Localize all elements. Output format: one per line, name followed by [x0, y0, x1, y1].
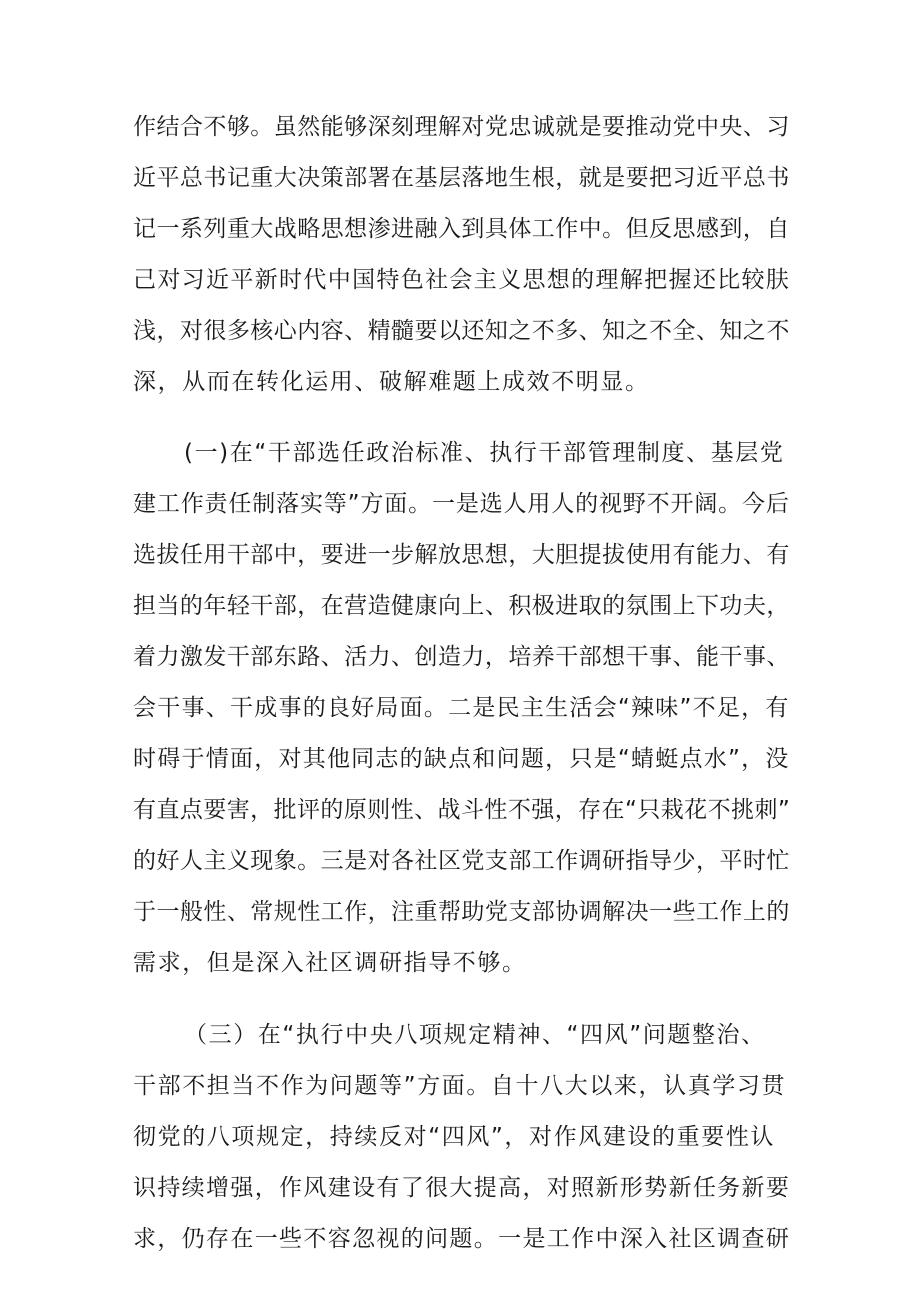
- text-line: (一)在“干部选任政治标准、执行干部管理制度、基层党: [184, 440, 785, 466]
- text-line: 建工作责任制落实等”方面。一是选人用人的视野不开阔。今后: [133, 491, 790, 517]
- text-line: 彻党的八项规定，持续反对“四风”，对作风建设的重要性认: [133, 1124, 776, 1150]
- text-line: 浅，对很多核心内容、精髓要以还知之不多、知之不全、知之不: [133, 318, 790, 344]
- text-line: 时碍于情面，对其他同志的缺点和问题，只是“蜻蜓点水”，没: [133, 746, 790, 772]
- text-line: 选拔任用干部中，要进一步解放思想，大胆提拔使用有能力、有: [133, 542, 790, 568]
- text-line: 会干事、干成事的良好局面。二是民主生活会“辣味”不足，有: [133, 695, 790, 721]
- text-line: （三）在“执行中央八项规定精神、“四风”问题整治、: [184, 1022, 766, 1048]
- text-line: 需求，但是深入社区调研指导不够。: [133, 950, 527, 976]
- text-line: 作结合不够。虽然能够深刻理解对党忠诚就是要推动党中央、习: [133, 114, 790, 140]
- text-line: 担当的年轻干部，在营造健康向上、积极进取的氛围上下功夫，: [133, 593, 790, 619]
- text-line: 于一般性、常规性工作，注重帮助党支部协调解决一些工作上的: [133, 899, 790, 925]
- text-line: 着力激发干部东路、活力、创造力，培养干部想干事、能干事、: [133, 644, 790, 670]
- text-line: 干部不担当不作为问题等”方面。自十八大以来，认真学习贯: [133, 1073, 787, 1099]
- text-line: 求，仍存在一些不容忽视的问题。一是工作中深入社区调查研: [133, 1226, 791, 1252]
- text-line: 近平总书记重大决策部署在基层落地生根，就是要把习近平总书: [133, 165, 790, 191]
- text-line: 深，从而在转化运用、破解难题上成效不明显。: [133, 369, 650, 395]
- text-line: 记一系列重大战略思想渗进融入到具体工作中。但反思感到，自: [133, 216, 790, 242]
- text-line: 有直点要害，批评的原则性、战斗性不强，存在“只栽花不挑刺”: [133, 797, 791, 823]
- text-line: 识持续增强，作风建设有了很大提高，对照新形势新任务新要: [133, 1175, 791, 1201]
- text-line: 己对习近平新时代中国特色社会主义思想的理解把握还比较肤: [133, 267, 791, 293]
- text-line: 的好人主义现象。三是对各社区党支部工作调研指导少，平时忙: [133, 848, 790, 874]
